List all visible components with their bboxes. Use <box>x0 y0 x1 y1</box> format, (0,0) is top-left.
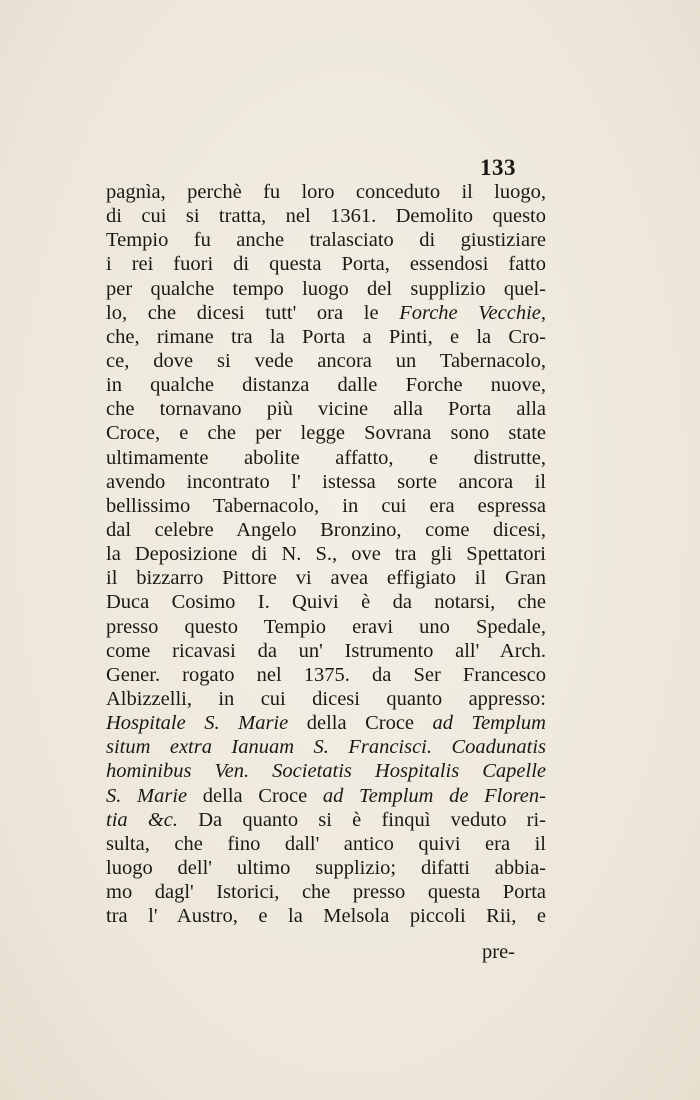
text-segment: Tempio fu anche tralasciato di giustiziare <box>106 229 546 252</box>
text-segment: come ricavasi da un' Istrumento all' Arch. <box>106 639 546 662</box>
text-line <box>106 663 546 687</box>
text-line <box>106 856 546 880</box>
italic-text: tia &c. <box>106 808 179 831</box>
italic-text: situm extra Ianuam S. Francisci. Coadunatis <box>106 736 546 759</box>
text-segment: presso questo Tempio eravi uno Spedale, <box>106 615 546 638</box>
text-line <box>106 615 546 639</box>
text-segment: i rei fuori di questa Porta, essendosi fatto <box>106 253 546 276</box>
text-line <box>106 590 546 614</box>
text-segment: avendo incontrato l' istessa sorte ancora il <box>106 470 546 493</box>
text-segment: dal celebre Angelo Bronzino, come dicesi, <box>106 518 546 541</box>
text-line <box>106 446 546 470</box>
text-line <box>106 518 546 542</box>
text-line <box>106 228 546 252</box>
text-segment: in qualche distanza dalle Forche nuove, <box>106 374 546 397</box>
text-segment: luogo dell' ultimo supplizio; difatti abbia- <box>106 856 546 879</box>
text-line <box>106 639 546 663</box>
text-segment: bellissimo Tabernacolo, in cui era espressa <box>106 494 546 517</box>
text-segment: ultimamente abolite affatto, e distrutte, <box>106 446 546 469</box>
text-segment: Duca Cosimo I. Quivi è da notarsi, che <box>106 591 546 614</box>
text-segment: , <box>540 301 546 324</box>
text-line <box>106 373 546 397</box>
italic-text: hominibus Ven. Societatis Hospitalis Capelle <box>106 760 546 783</box>
page-number: 133 <box>480 155 516 180</box>
text-segment: pagnìa, perchè fu loro conceduto il luogo, <box>106 181 546 203</box>
italic-text: S. Marie <box>106 784 188 807</box>
text-line <box>106 687 546 711</box>
text-segment: mo dagl' Istorici, che presso questa Porta <box>106 881 546 904</box>
catchword: pre- <box>482 941 516 963</box>
text-line <box>106 904 546 928</box>
text-line <box>106 180 546 204</box>
text-segment: ce, dove si vede ancora un Tabernacolo, <box>106 349 546 372</box>
italic-text: ad Templum de Floren- <box>322 784 546 807</box>
text-line <box>106 566 546 590</box>
text-line <box>106 277 546 301</box>
text-line <box>106 759 546 783</box>
text-line <box>106 880 546 904</box>
text-segment: lo, che dicesi tutt' ora le <box>106 301 400 324</box>
text-line <box>106 542 546 566</box>
text-line <box>106 252 546 276</box>
text-segment: Gener. rogato nel 1375. da Ser Francesco <box>106 663 546 686</box>
text-segment: che, rimane tra la Porta a Pinti, e la Cro- <box>106 325 546 348</box>
text-line <box>106 711 546 735</box>
text-segment: il bizzarro Pittore vi avea effigiato il Gran <box>106 567 546 590</box>
text-line <box>106 784 546 808</box>
text-segment: Albizzelli, in cui dicesi quanto appresso: <box>106 687 546 710</box>
text-line <box>106 735 546 759</box>
italic-text: Hospitale S. Marie <box>106 712 289 735</box>
text-line <box>106 204 546 228</box>
text-line <box>106 397 546 421</box>
body-text <box>106 180 546 928</box>
text-line <box>106 832 546 856</box>
text-line <box>106 325 546 349</box>
text-segment: Croce, e che per legge Sovrana sono state <box>106 422 546 445</box>
text-segment: per qualche tempo luogo del supplizio quel- <box>106 277 546 300</box>
italic-text: ad Templum <box>432 712 546 735</box>
text-segment: Da quanto si è finquì veduto ri- <box>178 808 546 831</box>
text-line <box>106 470 546 494</box>
text-line <box>106 494 546 518</box>
italic-text: Forche Vecchie <box>399 301 541 324</box>
text-segment: della Croce <box>288 712 433 735</box>
text-segment: che tornavano più vicine alla Porta alla <box>106 398 546 421</box>
text-line <box>106 349 546 373</box>
text-line <box>106 421 546 445</box>
text-segment: di cui si tratta, nel 1361. Demolito questo <box>106 205 546 228</box>
text-line <box>106 808 546 832</box>
text-segment: la Deposizione di N. S., ove tra gli Spettatori <box>106 543 546 566</box>
text-segment: tra l' Austro, e la Melsola piccoli Rii, e <box>106 905 546 928</box>
text-segment: della Croce <box>187 784 323 807</box>
text-line <box>106 301 546 325</box>
text-segment: sulta, che fino dall' antico quivi era il <box>106 832 546 855</box>
